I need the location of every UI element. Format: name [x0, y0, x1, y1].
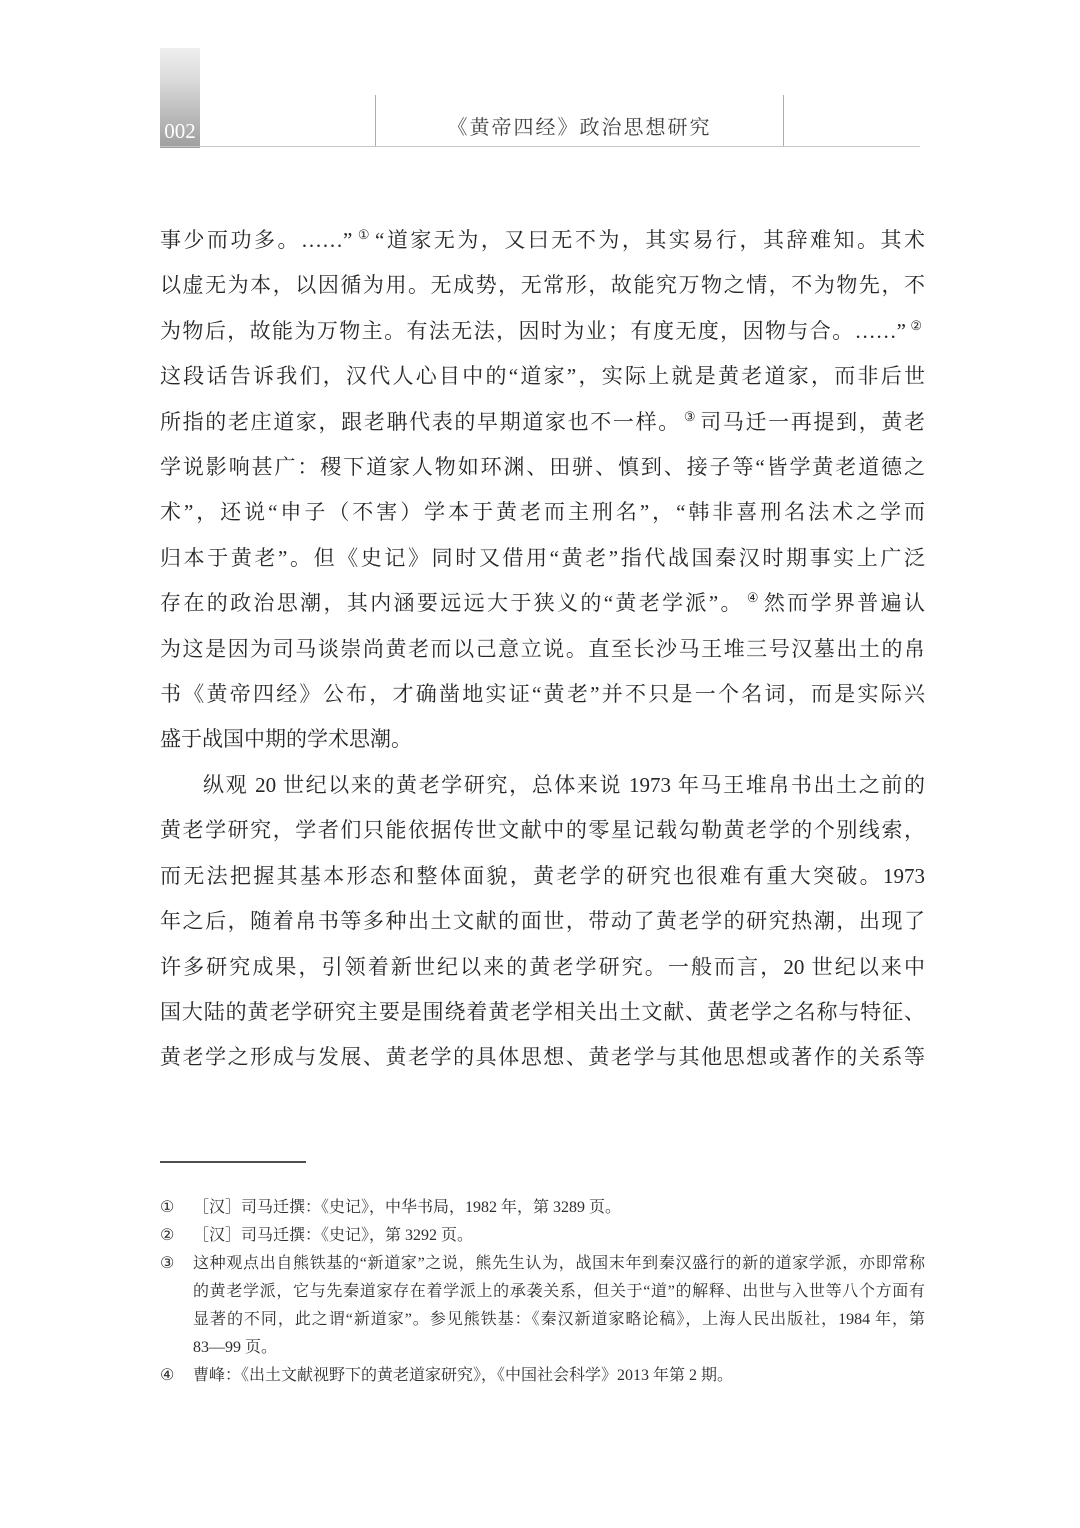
body-text-line: 所指的老庄道家，跟老聃代表的早期道家也不一样。 ③ 司马迁一再提到，黄老: [160, 408, 926, 434]
body-text-line: 术”，还说“申子（不害）学本于黄老而主刑名”，“韩非喜刑名法术之学而: [160, 500, 925, 525]
footnote-line: ［汉］司马迁撰：《史记》，第 3292 页。: [193, 1227, 474, 1244]
footnote-text: [193, 1250, 925, 1362]
body-text-line: 纵观 20 世纪以来的黄老学研究，总体来说 1973 年马王堆帛书出土之前的: [203, 772, 925, 797]
body-text-line: 黄老学之形成与发展、黄老学的具体思想、黄老学与其他思想或著作的关系等: [160, 1045, 925, 1070]
footnote-marker: ③: [160, 1255, 175, 1272]
footnote-ref: ④: [746, 590, 761, 606]
footnote-text: [193, 1362, 925, 1390]
footnote-list: [160, 1194, 925, 1390]
body-text-line: 书《黄帝四经》公布，才确凿地实证“黄老”并不只是一个名词，而是实际兴: [160, 682, 925, 707]
page-number: 002: [164, 119, 196, 143]
body-text-line: 许多研究成果，引领着新世纪以来的黄老学研究。一般而言，20 世纪以来中: [160, 954, 925, 979]
body-text-line: 这段话告诉我们，汉代人心目中的“道家”，实际上就是黄老道家，而非后世: [160, 364, 925, 389]
footnote-ref: ③: [683, 408, 698, 424]
body-text-line: 存在的政治思潮，其内涵要远远大于狭义的“黄老学派”。 ④ 然而学界普遍认: [160, 590, 926, 616]
body-text-line: 学说影响甚广：稷下道家人物如环渊、田骈、慎到、接子等“皆学黄老道德之: [160, 455, 925, 480]
body-text-line: 黄老学研究，学者们只能依据传世文献中的零星记载勾勒黄老学的个别线索，: [160, 818, 925, 843]
body-text-line: 而无法把握其基本形态和整体面貌，黄老学的研究也很难有重大突破。1973: [160, 863, 925, 888]
footnote-text: [193, 1222, 925, 1250]
footnote-marker: ①: [160, 1199, 175, 1216]
footnote-line: 显著的不同，此之谓“新道家”。参见熊铁基：《秦汉新道家略论稿》，上海人民出版社，1984 年，第: [193, 1311, 925, 1328]
body-text-line: 为物后，故能为万物主。有法无法，因时为业；有度无度，因物与合。……” ②: [160, 317, 922, 343]
header-tick-right: [783, 95, 784, 147]
footnote-line: 的黄老学派，它与先秦道家存在着学派上的承袭关系，但关于“道”的解释、出世与入世等八个方面有: [193, 1283, 925, 1300]
footnote-marker: ②: [160, 1227, 175, 1244]
running-head-title: 《黄帝四经》政治思想研究: [447, 117, 712, 139]
footnote-ref: ①: [355, 227, 373, 242]
footnote: [160, 1194, 925, 1222]
footnote-text: [193, 1194, 925, 1222]
footnote-line: ［汉］司马迁撰：《史记》，中华书局，1982 年，第 3289 页。: [193, 1199, 622, 1216]
body-text-line: 年之后，随着帛书等多种出土文献的面世，带动了黄老学的研究热潮，出现了: [160, 909, 925, 934]
body-text: [160, 218, 925, 1081]
header-rule: [160, 146, 920, 147]
footnote-marker: ④: [160, 1367, 175, 1384]
footnote: [160, 1250, 925, 1362]
page-number-bar: [160, 48, 200, 148]
footnote: [160, 1222, 925, 1250]
footnote-line: 这种观点出自熊铁基的“新道家”之说，熊先生认为，战国末年到秦汉盛行的新的道家学派，亦即常称: [193, 1255, 925, 1272]
footnote-line: 曹峰：《出土文献视野下的黄老道家研究》，《中国社会科学》2013 年第 2 期。: [193, 1367, 734, 1384]
body-text-line: 以虚无为本，以因循为用。无成势，无常形，故能究万物之情，不为物先，不: [160, 273, 925, 298]
footnote-separator: [160, 1161, 306, 1163]
footnote-ref: ②: [908, 317, 922, 333]
body-text-line: 归本于黄老”。但《史记》同时又借用“黄老”指代战国秦汉时期事实上广泛: [160, 545, 925, 570]
body-text-line: 国大陆的黄老学研究主要是围绕着黄老学相关出土文献、黄老学之名称与特征、: [160, 999, 925, 1024]
body-text-line: 为这是因为司马谈崇尚黄老而以己意立说。直至长沙马王堆三号汉墓出土的帛: [160, 636, 925, 661]
body-text-line: 事少而功多。……” ① “道家无为，又曰无不为，其实易行，其辞难知。其术: [160, 227, 925, 252]
body-text-line: 盛于战国中期的学术思潮。: [160, 727, 412, 752]
footnote-line: 83—99 页。: [193, 1339, 278, 1356]
footnote: [160, 1362, 925, 1390]
